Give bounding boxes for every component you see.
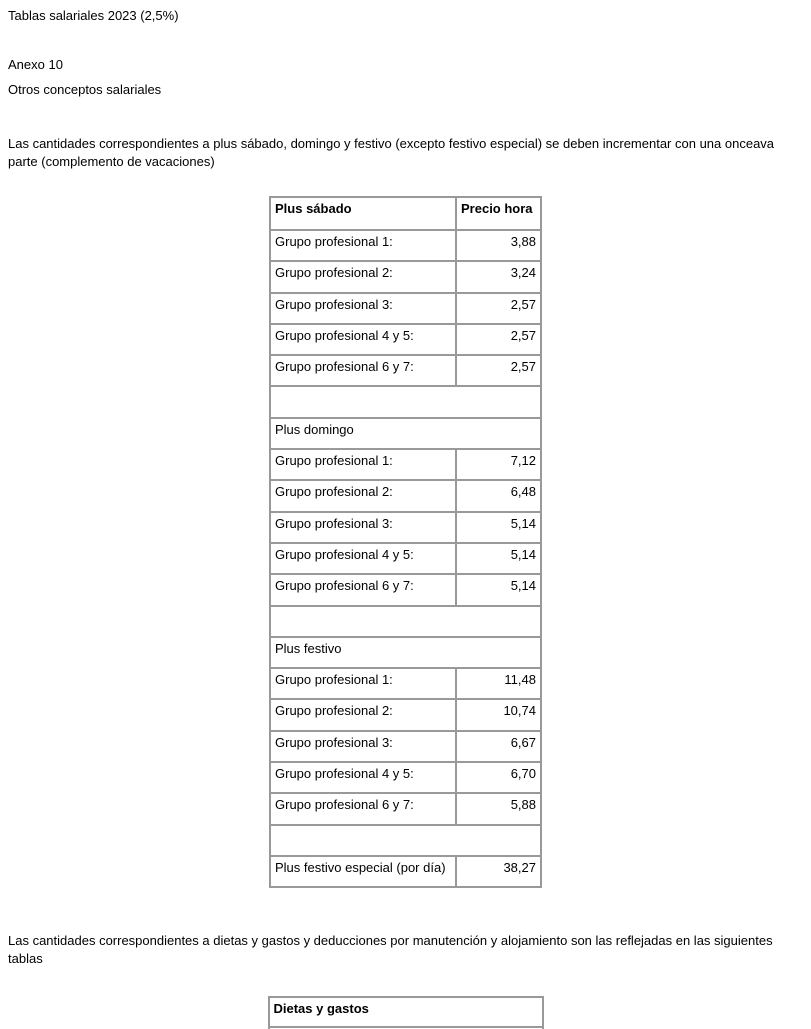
row-label: Grupo profesional 3: [270,731,456,762]
row-value: 2,57 [456,324,541,355]
row-value: 7,12 [456,449,541,480]
row-label: Grupo profesional 3: [270,293,456,324]
row-value: 2,57 [456,355,541,386]
row-label: Grupo profesional 6 y 7: [270,574,456,605]
row-value: 6,48 [456,480,541,511]
table-row [270,731,541,762]
table-row [270,825,541,856]
table-row [270,699,541,730]
row-label: Plus festivo especial (por día) [270,856,456,887]
table-row [270,574,541,605]
page-title: Tablas salariales 2023 (2,5%) [8,8,179,23]
row-value: 10,74 [456,699,541,730]
table-row [270,543,541,574]
table-row [270,668,541,699]
row-value: 5,88 [456,793,541,824]
row-value: 6,70 [456,762,541,793]
table-row [270,355,541,386]
plus-table-header-row [270,197,541,230]
row-value: 3,24 [456,261,541,292]
row-value: 11,48 [456,668,541,699]
row-value: 5,14 [456,574,541,605]
table-row [270,386,541,417]
intro-paragraph: Las cantidades correspondientes a plus sábado, domingo y festivo (excepto festivo especial) se deben incrementar con una onceava parte (complemento de vacaciones) [8,136,775,169]
row-label: Grupo profesional 2: [270,261,456,292]
subtitle: Otros conceptos salariales [8,82,162,97]
row-value: 5,14 [456,512,541,543]
column-header-concept: Plus sábado [270,197,456,230]
row-label: Grupo profesional 1: [270,668,456,699]
spacer-row [270,386,541,417]
plus-table [269,196,542,888]
table-row [270,324,541,355]
table-row [270,480,541,511]
row-label: Grupo profesional 1: [270,449,456,480]
dietas-paragraph: Las cantidades correspondientes a dietas y gastos y deducciones por manutención y alojamiento son las reflejadas en las siguientes tablas [8,933,773,967]
spacer-row [270,825,541,856]
dietas-table [268,996,544,1029]
row-label: Grupo profesional 4 y 5: [270,543,456,574]
table-row [270,230,541,261]
annex-heading: Anexo 10 [8,57,63,72]
table-row [270,512,541,543]
row-label: Grupo profesional 4 y 5: [270,762,456,793]
row-label: Grupo profesional 6 y 7: [270,793,456,824]
table-row [270,261,541,292]
row-value: 3,88 [456,230,541,261]
row-label: Grupo profesional 3: [270,512,456,543]
section-label: Plus domingo [270,418,541,449]
column-header-price: Precio hora [456,197,541,230]
table-row [270,793,541,824]
table-row [270,762,541,793]
row-label: Grupo profesional 2: [270,699,456,730]
table-row [270,418,541,449]
row-label: Grupo profesional 2: [270,480,456,511]
row-value: 38,27 [456,856,541,887]
row-label: Grupo profesional 6 y 7: [270,355,456,386]
row-value: 6,67 [456,731,541,762]
table-row [270,856,541,887]
row-label: Grupo profesional 1: [270,230,456,261]
row-value: 2,57 [456,293,541,324]
table-row [270,449,541,480]
table-row [270,606,541,637]
section-label: Plus festivo [270,637,541,668]
row-value: 5,14 [456,543,541,574]
table-row [270,637,541,668]
table-row [270,293,541,324]
row-label: Grupo profesional 4 y 5: [270,324,456,355]
spacer-row [270,606,541,637]
dietas-table-header-row [269,997,543,1027]
dietas-table-title: Dietas y gastos [269,997,543,1027]
